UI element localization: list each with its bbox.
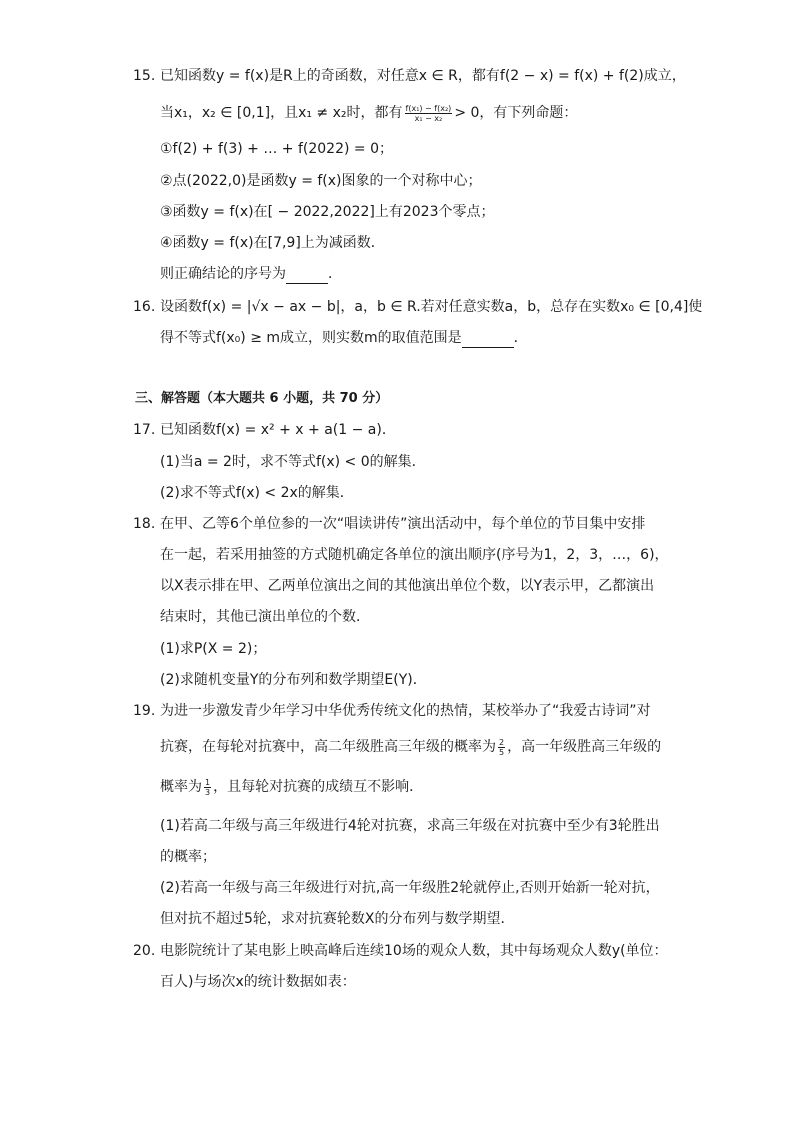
option-1: ①f(2) + f(3) + … + f(2022) = 0； <box>160 141 393 157</box>
question-text <box>160 264 342 284</box>
fraction-numerator: 1 <box>205 777 211 787</box>
sub-question-1-cont: 的概率； <box>160 849 216 865</box>
question-number: 18. <box>133 516 156 532</box>
option-2: ②点(2022,0)是函数y = f(x)图象的一个对称中心； <box>160 173 482 189</box>
text-segment: ． <box>513 330 528 346</box>
sub-question-1: (1)若高二年级与高三年级进行4轮对抗赛，求高三年级在对抗赛中至少有3轮胜出 <box>160 818 660 834</box>
sub-question-1: (1)当a = 2时，求不等式f(x) < 0的解集． <box>160 454 426 470</box>
question-text <box>160 777 423 797</box>
answer-blank <box>286 269 328 284</box>
question-number: 20. <box>133 943 156 959</box>
sub-question-2: (2)若高一年级与高三年级进行对抗,高一年级胜2轮就停止,否则开始新一轮对抗， <box>160 880 660 896</box>
text-segment: > 0，有下列命题： <box>454 105 578 121</box>
question-number: 17. <box>133 422 156 438</box>
question-text: 在一起，若采用抽签的方式随机确定各单位的演出顺序(序号为1，2，3，…，6)， <box>160 547 669 563</box>
question-number: 15. <box>133 68 156 84</box>
fraction-denominator: x₁ − x₂ <box>414 113 443 123</box>
fraction-numerator: 2 <box>499 737 505 747</box>
question-text: 已知函数y = f(x)是R上的奇函数，对任意x ∈ R，都有f(2 − x) = f(x) + f(2)成立， <box>160 68 686 84</box>
sub-question-1: (1)求P(X = 2)； <box>160 641 267 657</box>
question-text <box>160 737 661 757</box>
question-text: 已知函数f(x) = x² + x + a(1 − a)． <box>160 422 396 438</box>
question-number: 16. <box>133 299 156 315</box>
question-number: 19. <box>133 703 156 719</box>
question-text <box>160 103 577 123</box>
sub-question-2: (2)求不等式f(x) < 2x的解集． <box>160 485 354 501</box>
sub-question-2: (2)求随机变量Y的分布列和数学期望E(Y)． <box>160 672 427 688</box>
question-text: 为进一步激发青少年学习中华优秀传统文化的热情，某校举办了“我爱古诗词”对 <box>160 703 651 719</box>
option-3: ③函数y = f(x)在[ − 2022,2022]上有2023个零点； <box>160 204 495 220</box>
question-text: 电影院统计了某电影上映高峰后连续10场的观众人数，其中每场观众人数y(单位： <box>160 943 668 959</box>
question-text <box>160 328 528 348</box>
fraction-numerator: f(x₁) − f(x₂) <box>405 103 452 113</box>
text-segment: 概率为 <box>160 779 202 795</box>
text-segment: 则正确结论的序号为 <box>160 266 286 282</box>
question-text: 设函数f(x) = |√x − ax − b|，a，b ∈ R.若对任意实数a，b，总存在实数x₀ ∈ [0,4]使 <box>160 299 703 315</box>
fraction <box>204 778 211 797</box>
fraction-denominator: 5 <box>499 747 505 757</box>
fraction <box>405 104 453 123</box>
text-segment: 当x₁，x₂ ∈ [0,1]，且x₁ ≠ x₂时，都有 <box>160 105 403 121</box>
text-segment: 抗赛，在每轮对抗赛中，高二年级胜高三年级的概率为 <box>160 739 496 755</box>
text-segment: ，高一年级胜高三年级的 <box>507 739 662 755</box>
sub-question-2-cont: 但对抗不超过5轮，求对抗赛轮数X的分布列与数学期望． <box>160 911 515 927</box>
question-text: 结束时，其他已演出单位的个数． <box>160 609 370 625</box>
question-text: 在甲、乙等6个单位参的一次“唱读讲传”演出活动中，每个单位的节目集中安排 <box>160 516 646 532</box>
text-segment: ． <box>328 266 342 282</box>
question-text: 百人)与场次x的统计数据如表： <box>160 974 356 990</box>
text-segment: 得不等式f(x₀) ≥ m成立，则实数m的取值范围是 <box>160 330 462 346</box>
fraction-denominator: 3 <box>205 787 211 797</box>
fraction <box>498 738 505 757</box>
question-text: 以X表示排在甲、乙两单位演出之间的其他演出单位个数，以Y表示甲，乙都演出 <box>160 578 655 594</box>
section-heading: 三、解答题（本大题共 6 小题，共 70 分） <box>135 391 389 406</box>
answer-blank <box>462 333 514 348</box>
option-4: ④函数y = f(x)在[7,9]上为减函数． <box>160 235 385 251</box>
text-segment: ，且每轮对抗赛的成绩互不影响． <box>213 779 424 795</box>
